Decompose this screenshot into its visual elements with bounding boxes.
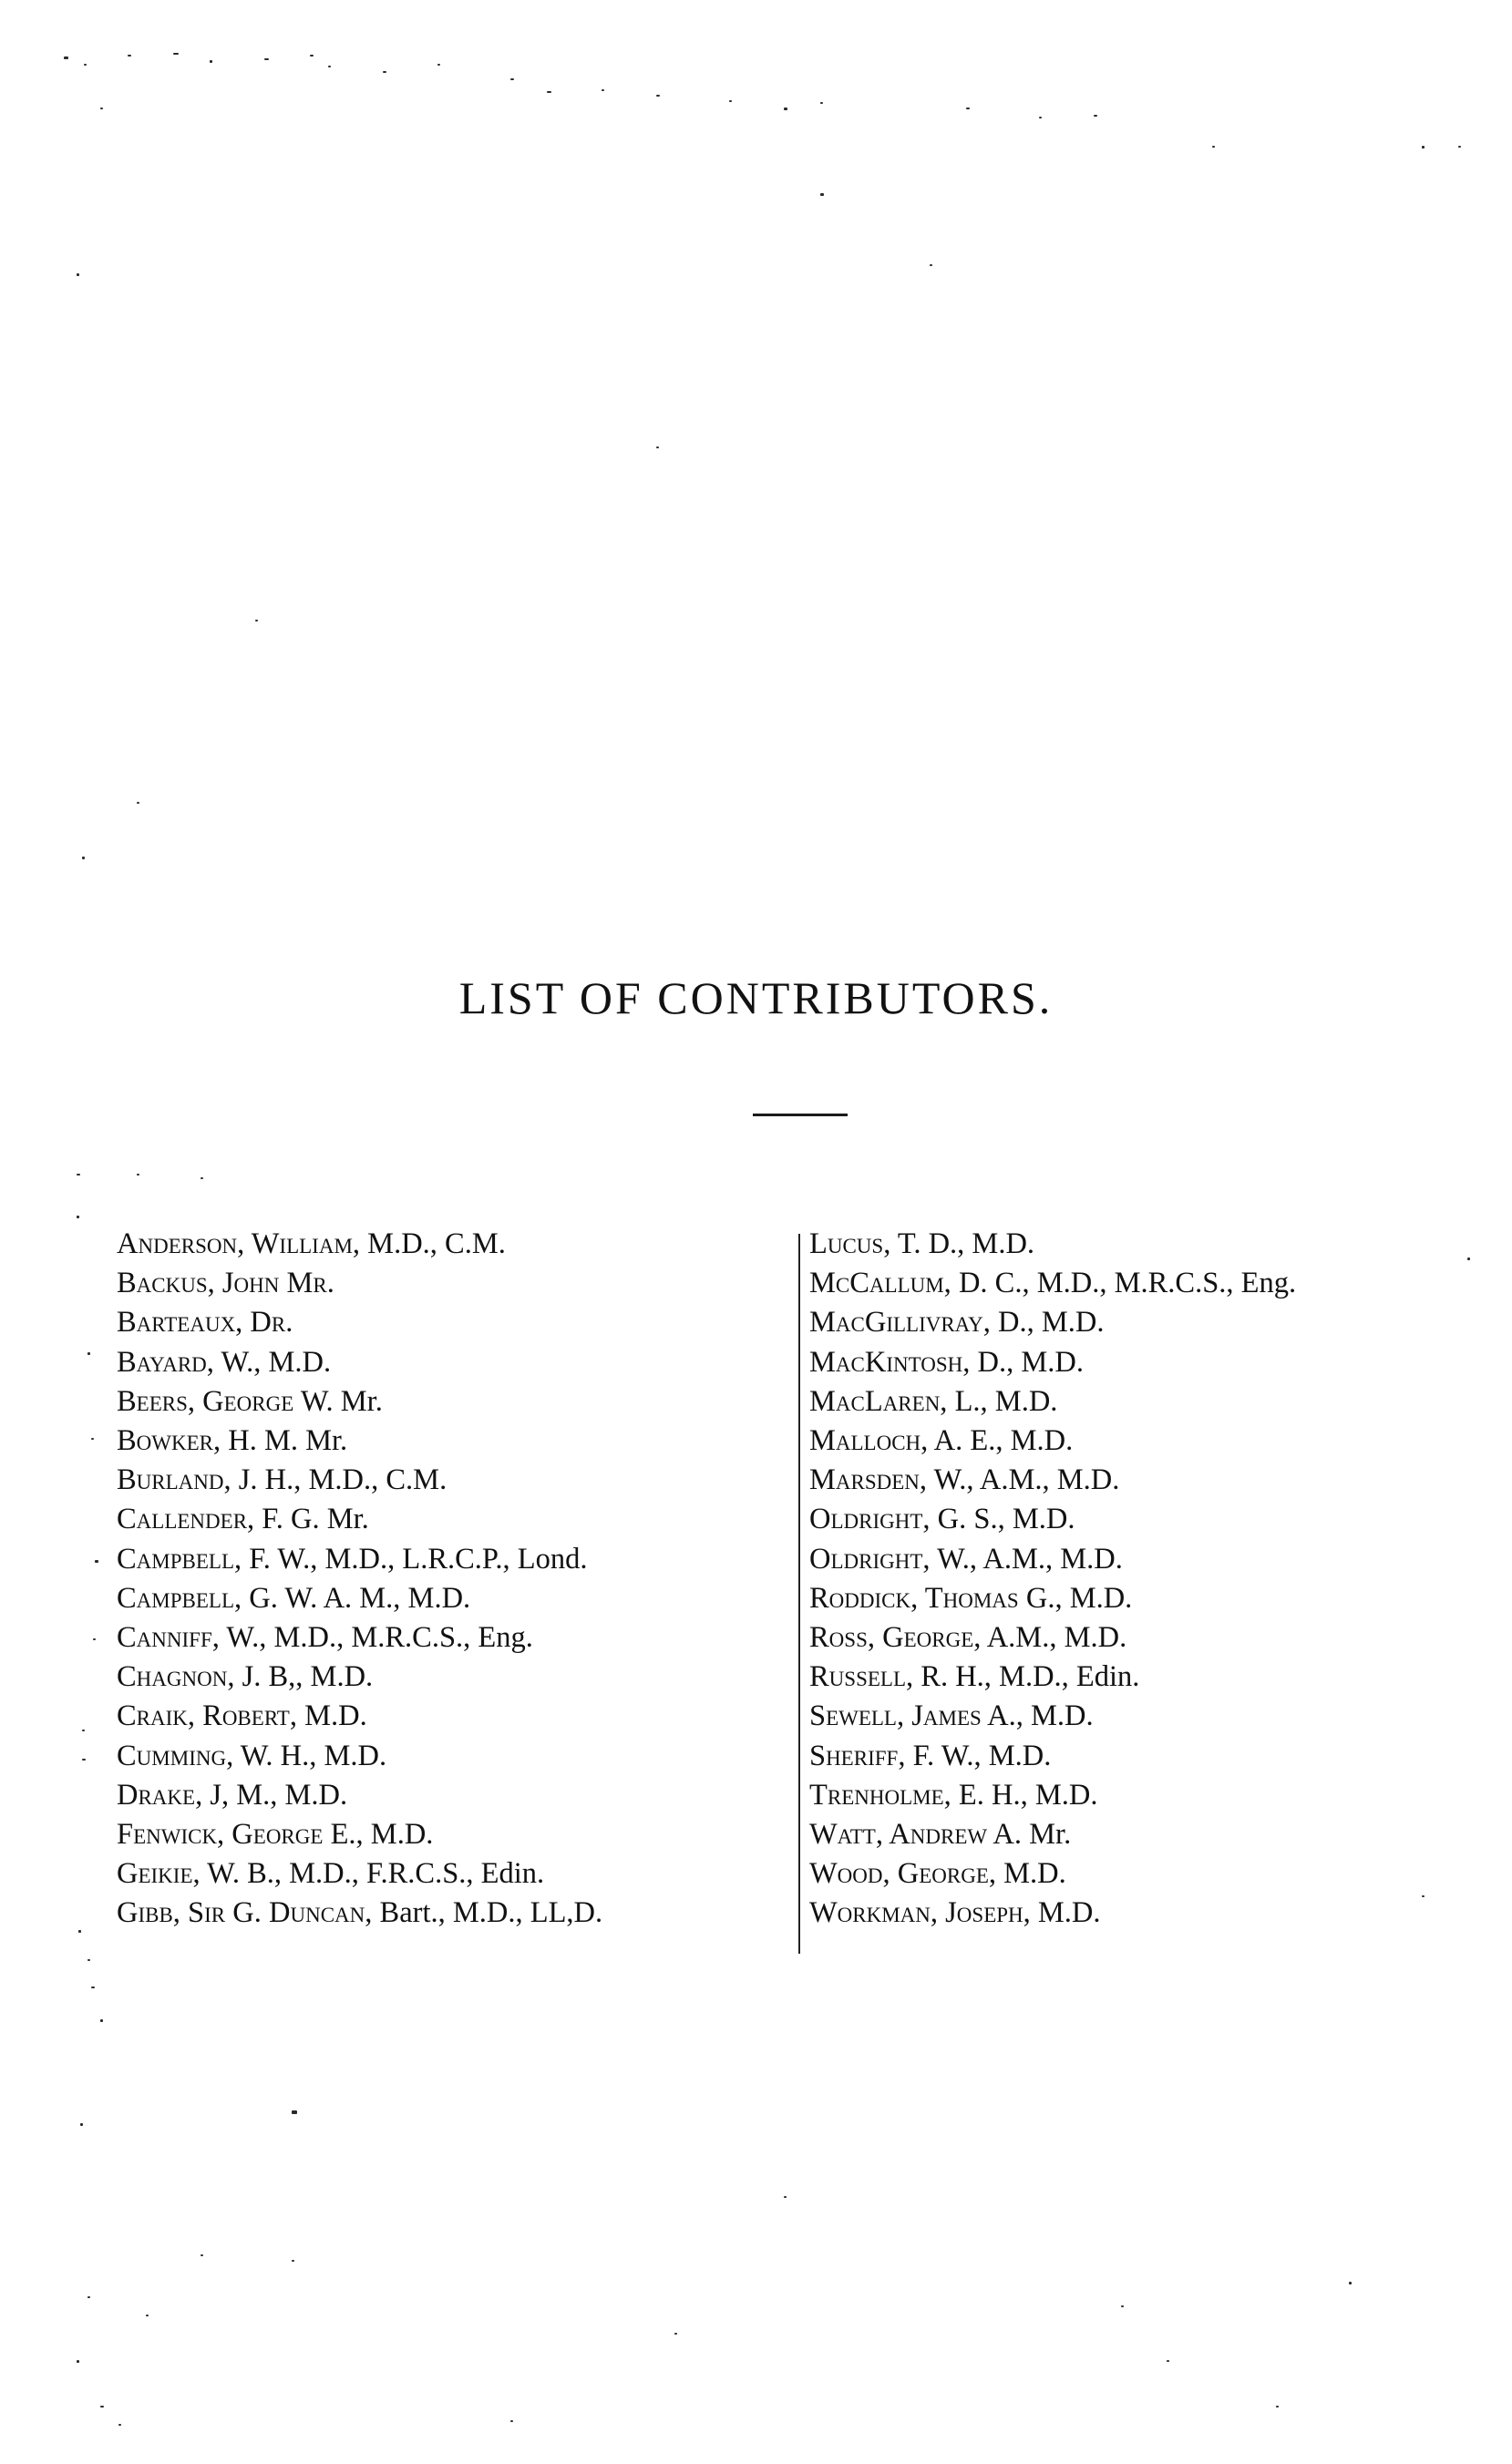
- contributor-surname: Ross, George,: [809, 1621, 982, 1655]
- contributor-surname: Drake,: [117, 1778, 203, 1812]
- contributor-entry: [809, 1540, 1296, 1579]
- contributor-surname: Sheriff,: [809, 1739, 906, 1772]
- scan-speck: [547, 91, 551, 93]
- scan-speck: [64, 56, 68, 59]
- contributor-entry: [117, 1776, 602, 1815]
- scan-speck: [292, 2110, 297, 2114]
- scan-speck: [91, 1987, 95, 1988]
- contributors-left-column: [117, 1225, 602, 1934]
- scan-speck: [966, 108, 970, 109]
- contributor-surname: Watt, Andrew: [809, 1818, 988, 1852]
- contributor-entry: [117, 1343, 602, 1382]
- contributor-entry: [809, 1500, 1296, 1539]
- contributor-credentials: W. H., M.D.: [233, 1739, 387, 1772]
- scan-speck: [93, 1638, 96, 1640]
- scan-speck: [510, 2420, 513, 2422]
- contributor-entry: [117, 1579, 602, 1618]
- contributor-entry: [117, 1737, 602, 1776]
- scan-speck: [128, 55, 131, 56]
- contributor-credentials: M.D.: [296, 1699, 367, 1733]
- contributor-entry: [809, 1579, 1296, 1618]
- scan-speck: [137, 1174, 139, 1176]
- scan-speck: [100, 2406, 104, 2408]
- contributor-surname: Bayard,: [117, 1345, 214, 1379]
- contributor-entry: [809, 1264, 1296, 1303]
- contributor-surname: Geikie,: [117, 1857, 201, 1891]
- contributor-entry: [809, 1658, 1296, 1697]
- contributor-credentials: D. C., M.D., M.R.C.S., Eng.: [951, 1267, 1297, 1300]
- contributor-credentials: J. H., M.D., C.M.: [231, 1463, 447, 1497]
- contributor-surname: Chagnon,: [117, 1660, 235, 1694]
- contributor-surname: Marsden,: [809, 1463, 928, 1497]
- scan-speck: [77, 1174, 80, 1176]
- scan-speck: [201, 1177, 203, 1179]
- scan-speck: [729, 100, 732, 102]
- scan-speck: [82, 1759, 86, 1761]
- scan-speck: [264, 58, 269, 60]
- scan-speck: [84, 64, 87, 66]
- contributor-credentials: E. H., M.D.: [951, 1778, 1098, 1812]
- contributor-entry: [117, 1382, 602, 1422]
- contributor-credentials: M.D.: [996, 1857, 1066, 1891]
- scan-speck: [146, 2315, 149, 2316]
- scan-speck: [1094, 115, 1097, 117]
- scan-speck: [77, 273, 79, 276]
- scan-speck: [80, 2123, 83, 2126]
- contributor-credentials: A. E., M.D.: [928, 1424, 1074, 1458]
- scan-speck: [87, 2296, 90, 2298]
- contributor-surname: Cumming,: [117, 1739, 234, 1772]
- contributor-credentials: W., A.M., M.D.: [927, 1463, 1120, 1497]
- contributor-credentials: W., M.D.: [213, 1345, 332, 1379]
- contributor-surname-second: Duncan,: [269, 1896, 373, 1930]
- contributor-credentials: L., M.D.: [947, 1384, 1058, 1418]
- scan-speck: [656, 95, 660, 97]
- contributor-credentials: G.: [225, 1896, 269, 1930]
- contributor-credentials: D., M.D.: [990, 1306, 1105, 1340]
- contributor-entry: [117, 1500, 602, 1539]
- scan-speck: [1349, 2282, 1352, 2284]
- scan-speck: [87, 1352, 90, 1355]
- contributors-right-column: [809, 1225, 1296, 1934]
- scan-speck: [78, 1930, 81, 1933]
- scan-speck: [1422, 1895, 1425, 1897]
- contributor-surname: Beers, George: [117, 1384, 294, 1418]
- scan-speck: [1167, 2360, 1169, 2362]
- scan-speck: [1121, 2305, 1124, 2307]
- contributor-credentials: F. W., M.D.: [905, 1739, 1052, 1772]
- contributor-entry: [117, 1264, 602, 1303]
- contributor-surname: Gibb, Sir: [117, 1896, 226, 1930]
- contributor-credentials: T. D., M.D.: [890, 1227, 1035, 1260]
- contributor-entry: [809, 1422, 1296, 1461]
- scan-speck: [87, 1959, 90, 1961]
- contributor-surname: Burland,: [117, 1463, 231, 1497]
- contributor-entry: [809, 1854, 1296, 1894]
- scan-speck: [1458, 146, 1461, 148]
- scan-speck: [1212, 146, 1215, 148]
- scan-speck: [310, 55, 314, 56]
- contributor-entry: [117, 1658, 602, 1697]
- contributor-surname: Wood, George,: [809, 1857, 997, 1891]
- scan-speck: [437, 64, 440, 66]
- scan-speck: [656, 447, 659, 448]
- scan-speck: [82, 1730, 85, 1731]
- scan-speck: [674, 2333, 677, 2335]
- contributor-surname: MacLaren,: [809, 1384, 948, 1418]
- scan-speck: [602, 89, 604, 91]
- contributor-surname: Anderson, William,: [117, 1227, 361, 1260]
- contributor-credentials: J. B,, M.D.: [234, 1660, 374, 1694]
- contributor-entry: [809, 1894, 1296, 1933]
- contributor-surname: Lucus,: [809, 1227, 891, 1260]
- contributor-entry: [809, 1225, 1296, 1264]
- contributor-entry: [809, 1343, 1296, 1382]
- contributor-surname: Craik, Robert,: [117, 1699, 297, 1733]
- contributor-entry: [809, 1461, 1296, 1500]
- contributor-credentials: R. H., M.D., Edin.: [913, 1660, 1140, 1694]
- contributor-surname: Callender,: [117, 1503, 255, 1536]
- contributor-surname: Workman, Joseph,: [809, 1896, 1031, 1930]
- scan-speck: [137, 802, 139, 804]
- scan-speck: [383, 71, 386, 73]
- contributor-credentials: W., A.M., M.D.: [930, 1542, 1123, 1576]
- contributor-surname: Bowker,: [117, 1424, 221, 1458]
- contributor-surname: Oldright,: [809, 1503, 931, 1536]
- scan-speck: [328, 66, 331, 67]
- contributor-surname: Campbell,: [117, 1542, 242, 1576]
- scan-speck: [930, 264, 932, 266]
- contributor-credentials: M.D., C.M.: [360, 1227, 506, 1260]
- contributor-surname: Sewell, James: [809, 1699, 982, 1733]
- scan-speck: [100, 2019, 103, 2022]
- contributor-entry: [117, 1540, 602, 1579]
- contributor-entry: [117, 1461, 602, 1500]
- scan-speck: [1039, 117, 1042, 118]
- contributor-credentials: A.M., M.D.: [981, 1621, 1127, 1655]
- scan-speck: [255, 620, 258, 621]
- contributor-credentials: G. W. A. M., M.D.: [242, 1581, 471, 1615]
- contributor-entry: [117, 1303, 602, 1342]
- contributor-credentials: G. S., M.D.: [930, 1503, 1075, 1536]
- scan-speck: [77, 2360, 79, 2363]
- contributor-surname: Barteaux, Dr.: [117, 1306, 293, 1340]
- scan-speck: [77, 1216, 79, 1218]
- contributor-surname: Malloch,: [809, 1424, 929, 1458]
- contributor-credentials-second: Bart., M.D., LL,D.: [372, 1896, 603, 1930]
- scan-speck: [173, 53, 179, 55]
- contributor-credentials: F. G. Mr.: [254, 1503, 369, 1536]
- contributor-entry: [809, 1618, 1296, 1658]
- contributor-entry: [117, 1697, 602, 1736]
- scan-speck: [95, 1560, 98, 1563]
- scan-speck: [82, 857, 85, 859]
- scan-speck: [1422, 146, 1425, 149]
- contributor-credentials: H. M. Mr.: [221, 1424, 348, 1458]
- contributor-surname: MacKintosh,: [809, 1345, 971, 1379]
- contributor-credentials: E., M.D.: [323, 1818, 434, 1852]
- page-title: LIST OF CONTRIBUTORS.: [458, 971, 1054, 1023]
- contributor-entry: [809, 1815, 1296, 1854]
- contributor-entry: [117, 1894, 602, 1933]
- contributor-credentials: G., M.D.: [1018, 1581, 1133, 1615]
- contributor-entry: [117, 1618, 602, 1658]
- contributor-surname: Campbell,: [117, 1581, 242, 1615]
- contributor-surname: Fenwick, George: [117, 1818, 324, 1852]
- contributor-surname: Roddick, Thomas: [809, 1581, 1019, 1615]
- contributor-entry: [117, 1815, 602, 1854]
- scan-speck: [91, 1438, 94, 1440]
- scan-speck: [510, 78, 514, 80]
- scan-speck: [1276, 2406, 1279, 2408]
- contributor-surname: Canniff,: [117, 1621, 220, 1655]
- contributor-credentials: A., M.D.: [981, 1699, 1094, 1733]
- contributor-entry: [809, 1737, 1296, 1776]
- scan-speck: [210, 60, 212, 63]
- contributor-credentials: W. B., M.D., F.R.C.S., Edin.: [200, 1857, 545, 1891]
- contributor-credentials: A. Mr.: [987, 1818, 1072, 1852]
- contributor-credentials: F. W., M.D., L.R.C.P., Lond.: [242, 1542, 588, 1576]
- contributor-credentials: J, M., M.D.: [202, 1778, 348, 1812]
- contributor-surname: Trenholme,: [809, 1778, 951, 1812]
- contributor-entry: [117, 1422, 602, 1461]
- scan-speck: [820, 193, 824, 196]
- scan-speck: [1467, 1258, 1470, 1260]
- title-rule: [753, 1114, 848, 1116]
- contributor-credentials: W. Mr.: [293, 1384, 383, 1418]
- contributor-surname: Oldright,: [809, 1542, 931, 1576]
- column-divider: [798, 1234, 800, 1954]
- scan-speck: [100, 108, 103, 109]
- contributor-entry: [809, 1776, 1296, 1815]
- contributor-entry: [809, 1697, 1296, 1736]
- scan-speck: [820, 102, 823, 104]
- scan-speck: [292, 2260, 294, 2262]
- contributor-credentials: W., M.D., M.R.C.S., Eng.: [219, 1621, 533, 1655]
- contributor-surname: Russell,: [809, 1660, 914, 1694]
- scan-speck: [784, 2196, 787, 2198]
- contributor-surname: McCallum,: [809, 1267, 951, 1300]
- contributor-entry: [117, 1854, 602, 1894]
- scan-speck: [201, 2254, 203, 2256]
- contributor-entry: [809, 1303, 1296, 1342]
- contributor-surname: MacGillivray,: [809, 1306, 991, 1340]
- contributor-surname: Backus, John Mr.: [117, 1267, 334, 1300]
- contributor-entry: [809, 1382, 1296, 1422]
- scan-speck: [118, 2424, 121, 2426]
- contributor-credentials: M.D.: [1030, 1896, 1101, 1930]
- contributor-entry: [117, 1225, 602, 1264]
- contributor-credentials: D., M.D.: [970, 1345, 1084, 1379]
- scan-speck: [784, 108, 787, 110]
